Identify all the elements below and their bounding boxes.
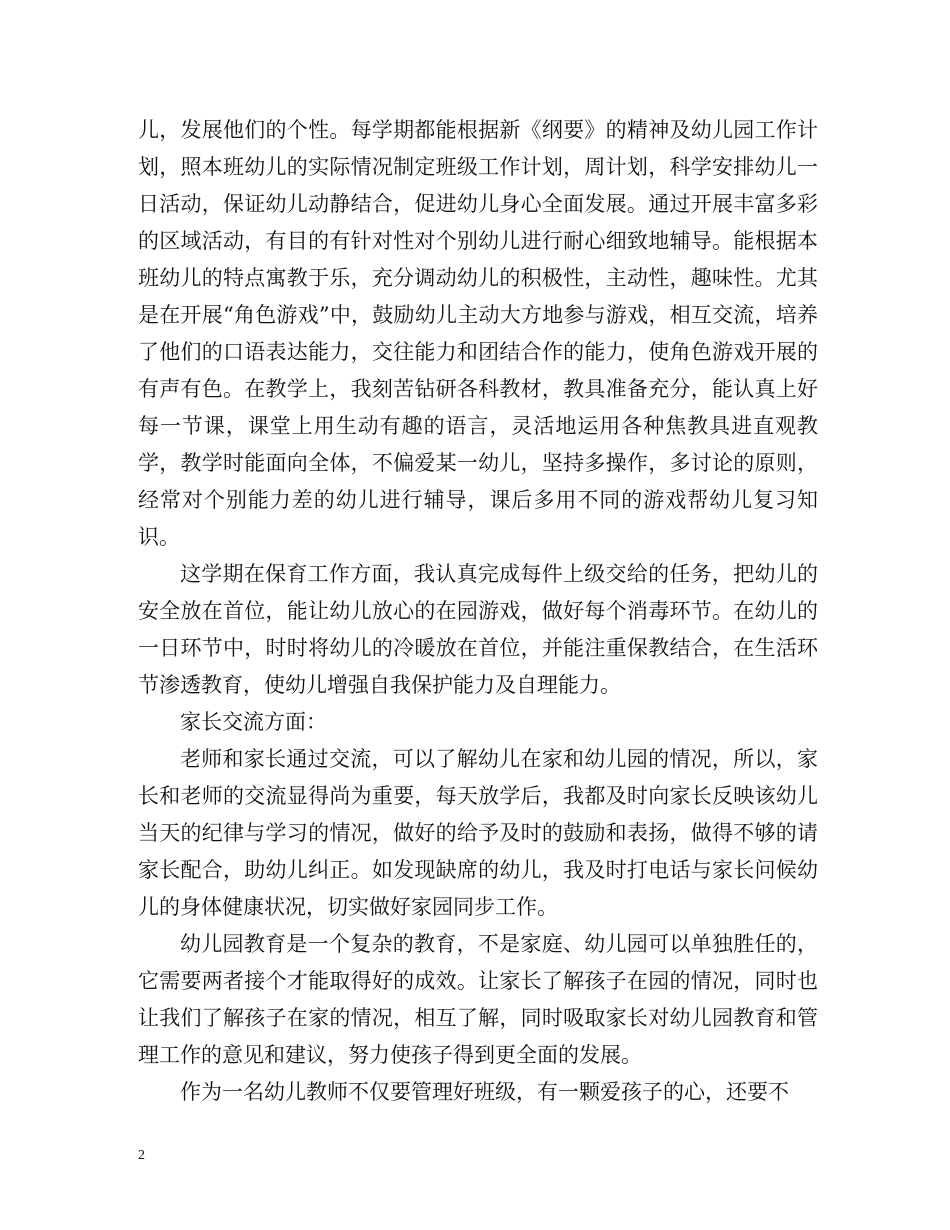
paragraph-5: 幼儿园教育是一个复杂的教育，不是家庭、幼儿园可以单独胜任的，它需要两者接个才能取得好的成效。让家长了解孩子在园的情况，同时也让我们了解孩子在家的情况，相互了解，同时吸取家长对幼儿园教育和管理工作的意见和建议，努力使孩子得到更全面的发展。 (138, 932, 818, 1067)
document-body (138, 112, 818, 1111)
paragraph-1: 儿，发展他们的个性。每学期都能根据新《纲要》的精神及幼儿园工作计划，照本班幼儿的实际情况制定班级工作计划，周计划，科学安排幼儿一日活动，保证幼儿动静结合，促进幼儿身心全面发展。通过开展丰富多彩的区域活动，有目的有针对性对个别幼儿进行耐心细致地辅导。能根据本班幼儿的特点寓教于乐，充分调动幼儿的积极性，主动性，趣味性。尤其是在开展“角色游戏”中，鼓励幼儿主动大方地参与游戏，相互交流，培养了他们的口语表达能力，交往能力和团结合作的能力，使角色游戏开展的有声有色。在教学上，我刻苦钻研各科教材，教具准备充分，能认真上好每一节课，课堂上用生动有趣的语言，灵活地运用各种焦教具进直观教学，教学时能面向全体，不偏爱某一幼儿，坚持多操作，多讨论的原则，经常对个别能力差的幼儿进行辅导，课后多用不同的游戏帮幼儿复习知识。 (138, 118, 818, 549)
page-number: 2 (138, 1148, 145, 1163)
paragraph-6: 作为一名幼儿教师不仅要管理好班级，有一颗爱孩子的心，还要不 (180, 1080, 789, 1104)
paragraph-4: 老师和家长通过交流，可以了解幼儿在家和幼儿园的情况，所以，家长和老师的交流显得尚为重要，每天放学后，我都及时向家长反映该幼儿当天的纪律与学习的情况，做好的给予及时的鼓励和表扬，做得不够的请家长配合，助幼儿纠正。如发现缺席的幼儿，我及时打电话与家长问候幼儿的身体健康状况，切实做好家园同步工作。 (138, 747, 818, 919)
paragraph-2: 这学期在保育工作方面，我认真完成每件上级交给的任务，把幼儿的安全放在首位，能让幼儿放心的在园游戏，做好每个消毒环节。在幼儿的一日环节中，时时将幼儿的冷暖放在首位，并能注重保教结合，在生活环节渗透教育，使幼儿增强自我保护能力及自理能力。 (138, 562, 818, 697)
paragraph-3-heading: 家长交流方面： (180, 710, 327, 734)
